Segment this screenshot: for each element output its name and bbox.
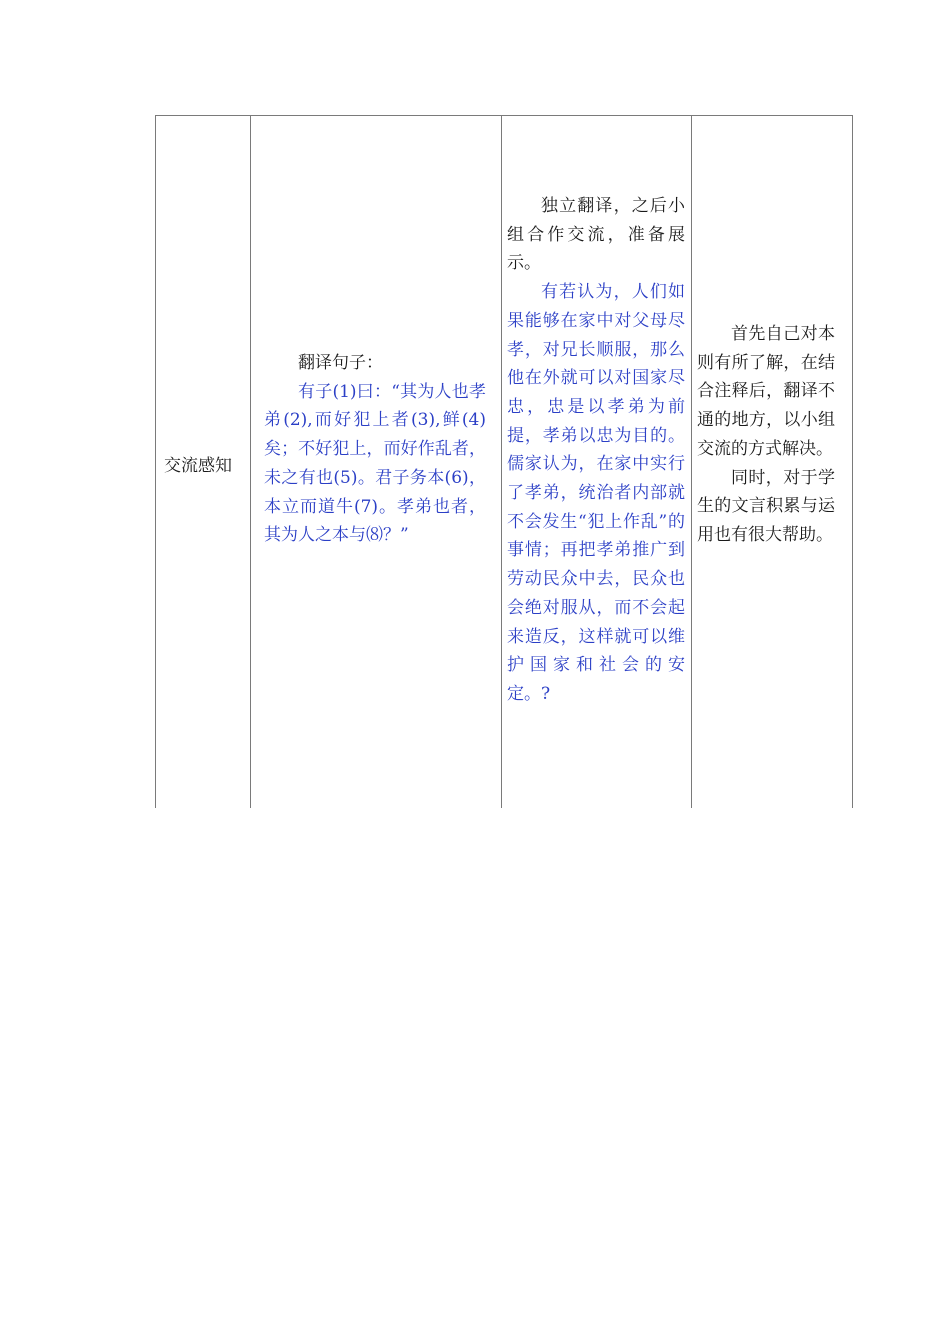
lesson-table bbox=[155, 115, 853, 808]
activity-instruction: 独立翻译，之后小组合作交流，准备展示。 bbox=[507, 196, 685, 274]
intent-cell bbox=[691, 115, 853, 808]
activity-text-block bbox=[507, 192, 685, 709]
intent-paragraph-1: 首先自己对本则有所了解，在结合注释后，翻译不通的地方，以小组交流的方式解决。 bbox=[697, 324, 835, 459]
content-text-block bbox=[264, 349, 486, 550]
content-cell bbox=[250, 115, 501, 808]
stage-cell bbox=[155, 115, 250, 808]
content-heading: 翻译句子： bbox=[298, 353, 383, 373]
stage-label: 交流感知 bbox=[164, 456, 232, 476]
activity-cell bbox=[501, 115, 691, 808]
intent-paragraph-2: 同时，对于学生的文言积累与运用也有很大帮助。 bbox=[697, 467, 835, 545]
intent-text-block bbox=[697, 320, 835, 550]
content-passage: 有子(1)曰：“其为人也孝弟(2),而好犯上者(3),鲜(4)矣；不好犯上，而好作乱者，未之有也(5)。君子务本(6)，本立而道牛(7)。孝弟也者，其为人之本与⑻？” bbox=[264, 381, 486, 546]
activity-translation: 有若认为，人们如果能够在家中对父母尽孝，对兄长顺服，那么他在外就可以对国家尽忠，忠是以孝弟为前提，孝弟以忠为目的。儒家认为，在家中实行了孝弟，统治者内部就不会发生“犯上作乱”的事情；再把孝弟推广到劳动民众中去，民众也会绝对服从，而不会起来造反，这样就可以维护国家和社会的安定。? bbox=[507, 282, 685, 704]
